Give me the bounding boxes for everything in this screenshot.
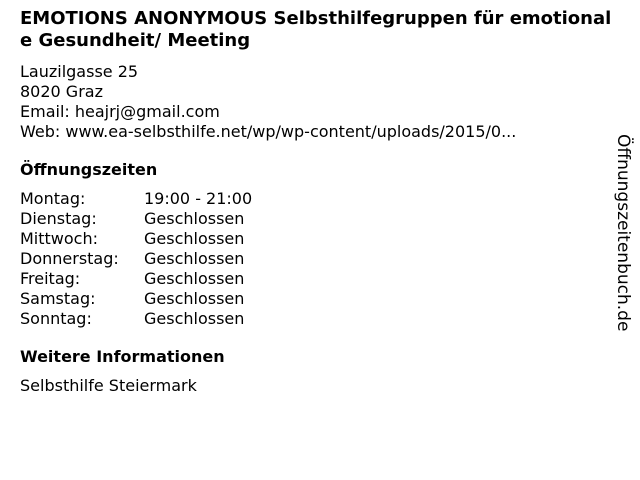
address-block [20, 62, 612, 142]
day-label: Freitag: [20, 269, 81, 288]
listing-title: EMOTIONS ANONYMOUS Selbsthilfegruppen für emotionale Gesundheit/ Meeting [20, 8, 612, 51]
opening-hours-table [20, 189, 612, 329]
day-hours: Geschlossen [144, 209, 245, 228]
listing-card [20, 8, 612, 396]
day-hours: Geschlossen [144, 269, 245, 288]
email-text[interactable]: Email: heajrj@gmail.com [20, 102, 220, 121]
day-label: Samstag: [20, 289, 96, 308]
hours-row-wednesday [20, 229, 612, 249]
day-hours: Geschlossen [144, 229, 245, 248]
day-hours: Geschlossen [144, 309, 245, 328]
hours-row-monday [20, 189, 612, 209]
day-hours: Geschlossen [144, 289, 245, 308]
hours-row-friday [20, 269, 612, 289]
hours-row-thursday [20, 249, 612, 269]
more-info-heading: Weitere Informationen [20, 347, 225, 366]
day-hours: 19:00 - 21:00 [144, 189, 253, 208]
day-label: Montag: [20, 189, 86, 208]
hours-row-saturday [20, 289, 612, 309]
city-postcode: 8020 Graz [20, 82, 103, 101]
day-label: Donnerstag: [20, 249, 119, 268]
hours-row-sunday [20, 309, 612, 329]
hours-row-tuesday [20, 209, 612, 229]
brand-watermark: Öffnungszeitenbuch.de [613, 134, 633, 332]
opening-hours-heading: Öffnungszeiten [20, 160, 158, 179]
day-label: Sonntag: [20, 309, 92, 328]
day-label: Mittwoch: [20, 229, 98, 248]
website-text[interactable]: Web: www.ea-selbsthilfe.net/wp/wp-content/uploads/2015/0... [20, 122, 517, 141]
day-hours: Geschlossen [144, 249, 245, 268]
more-info-text: Selbsthilfe Steiermark [20, 376, 197, 395]
street-address: Lauzilgasse 25 [20, 62, 139, 81]
day-label: Dienstag: [20, 209, 97, 228]
